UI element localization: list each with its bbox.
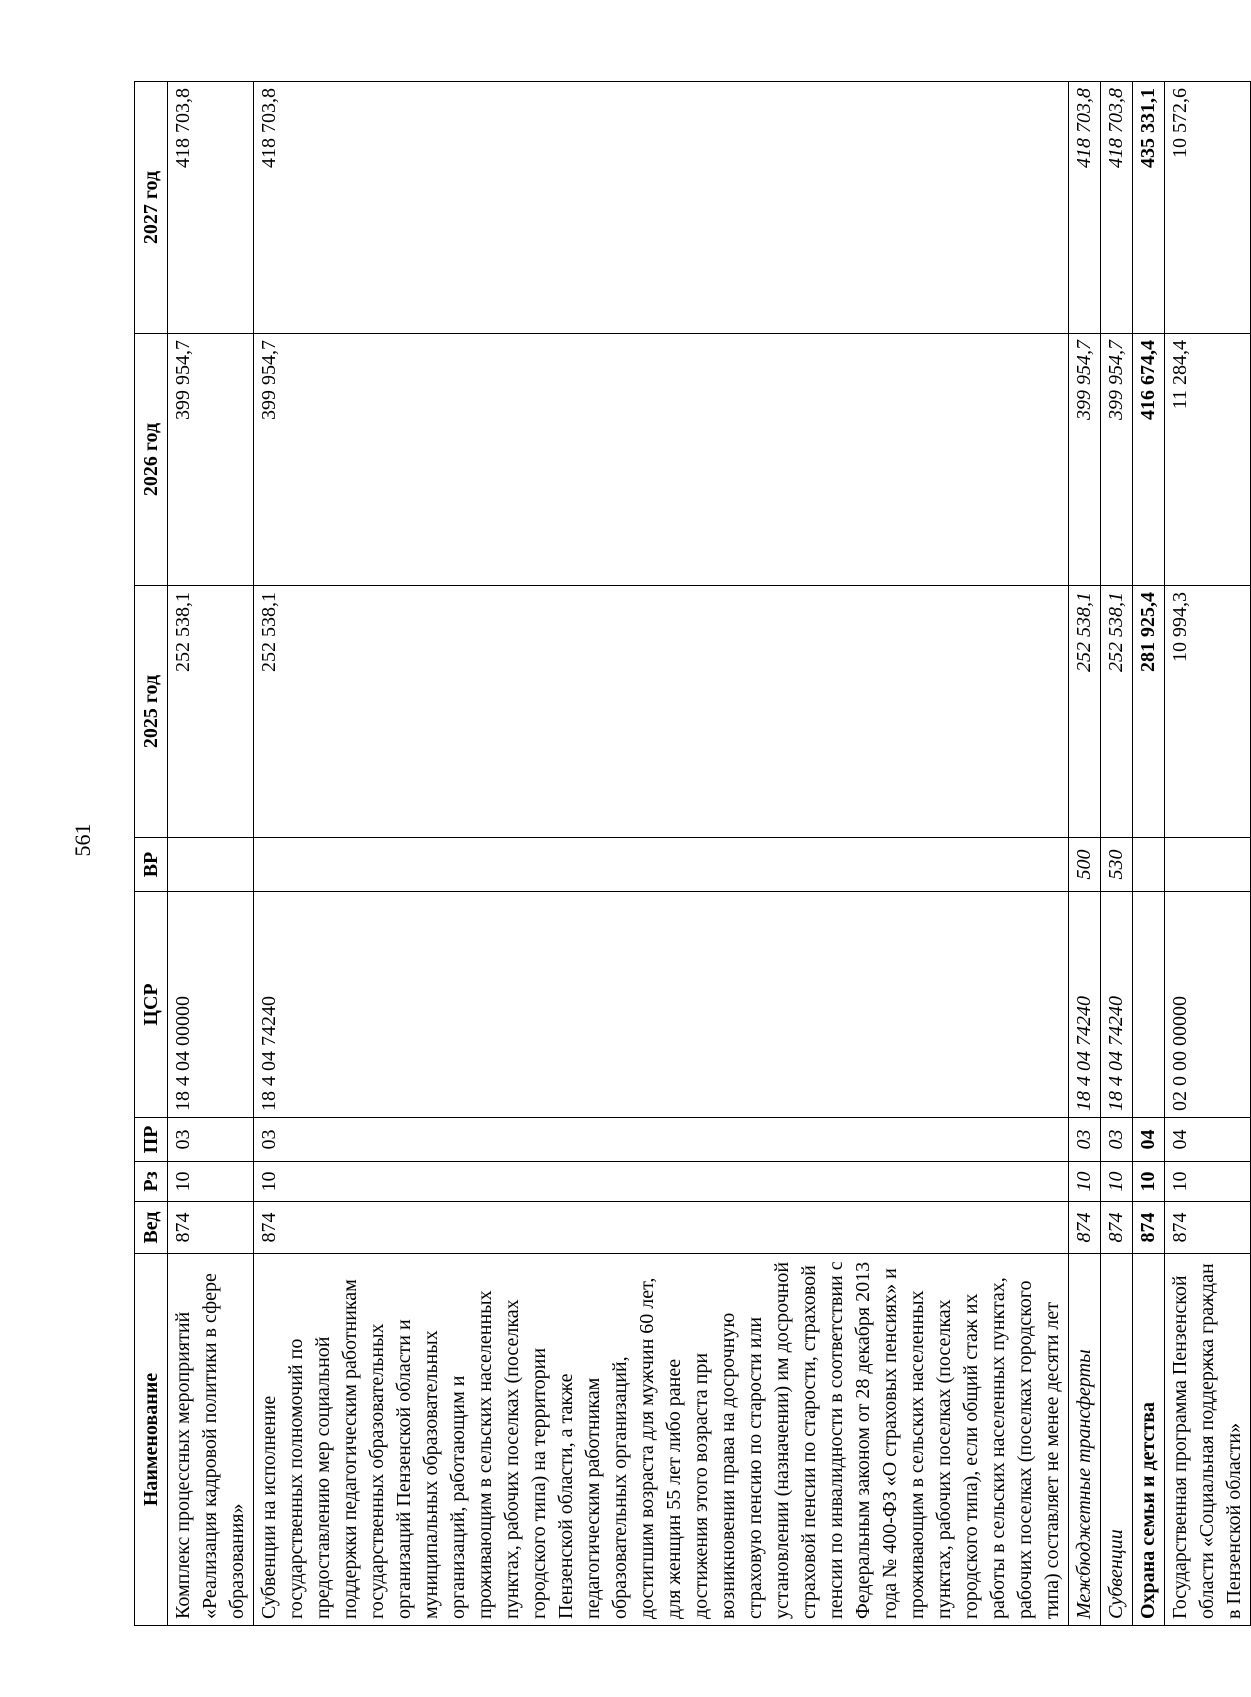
header-csr: ЦСР [135, 892, 168, 1118]
row-ved: 874 [1133, 1202, 1165, 1254]
row-name: Государственная программа Пензенской области «Социальная поддержка граждан в Пензенской области» [1165, 1254, 1251, 1626]
table-row [168, 82, 254, 1626]
row-2025: 10 994,3 [1165, 586, 1251, 838]
row-2026: 416 674,4 [1133, 334, 1165, 586]
row-2027: 418 703,8 [1101, 82, 1133, 334]
row-ved: 874 [1165, 1202, 1251, 1254]
row-ved: 874 [1069, 1202, 1101, 1254]
row-2027: 435 331,1 [1133, 82, 1165, 334]
row-csr: 18 4 04 00000 [168, 892, 254, 1118]
row-pr: 04 [1165, 1118, 1251, 1162]
row-csr: 18 4 04 74240 [254, 892, 1069, 1118]
row-csr: 18 4 04 74240 [1069, 892, 1101, 1118]
header-rz: Рз [135, 1162, 168, 1202]
table-row [1165, 82, 1251, 1626]
table-row [1133, 82, 1165, 1626]
row-vr [1165, 838, 1251, 892]
page-number: 561 [70, 823, 95, 857]
header-2027: 2027 год [135, 82, 168, 334]
row-name: Межбюджетные трансферты [1069, 1254, 1101, 1626]
row-pr: 04 [1133, 1118, 1165, 1162]
row-vr [168, 838, 254, 892]
row-2026: 399 954,7 [168, 334, 254, 586]
row-pr: 03 [168, 1118, 254, 1162]
row-vr [254, 838, 1069, 892]
row-name: Комплекс процессных мероприятий «Реализация кадровой политики в сфере образования» [168, 1254, 254, 1626]
row-rz: 10 [254, 1162, 1069, 1202]
row-rz: 10 [168, 1162, 254, 1202]
row-2027: 418 703,8 [254, 82, 1069, 334]
row-ved: 874 [254, 1202, 1069, 1254]
row-csr: 18 4 04 74240 [1101, 892, 1133, 1118]
header-2026: 2026 год [135, 334, 168, 586]
row-pr: 03 [1069, 1118, 1101, 1162]
header-vr: ВР [135, 838, 168, 892]
row-vr: 530 [1101, 838, 1133, 892]
table-header-row [135, 82, 168, 1626]
row-csr: 02 0 00 00000 [1165, 892, 1251, 1118]
budget-table [134, 81, 1251, 1626]
header-2025: 2025 год [135, 586, 168, 838]
row-ved: 874 [1101, 1202, 1133, 1254]
row-2025: 281 925,4 [1133, 586, 1165, 838]
row-pr: 03 [1101, 1118, 1133, 1162]
row-2025: 252 538,1 [1101, 586, 1133, 838]
row-pr: 03 [254, 1118, 1069, 1162]
table-row [254, 82, 1069, 1626]
row-vr [1133, 838, 1165, 892]
rotated-table-container [134, 82, 1245, 1626]
header-pr: ПР [135, 1118, 168, 1162]
row-2027: 418 703,8 [168, 82, 254, 334]
row-name: Охрана семьи и детства [1133, 1254, 1165, 1626]
table-row [1069, 82, 1101, 1626]
row-ved: 874 [168, 1202, 254, 1254]
row-2025: 252 538,1 [1069, 586, 1101, 838]
row-2025: 252 538,1 [168, 586, 254, 838]
row-rz: 10 [1133, 1162, 1165, 1202]
row-2025: 252 538,1 [254, 586, 1069, 838]
row-2027: 10 572,6 [1165, 82, 1251, 334]
table-row [1101, 82, 1133, 1626]
row-2026: 399 954,7 [1101, 334, 1133, 586]
row-2026: 399 954,7 [1069, 334, 1101, 586]
row-csr [1133, 892, 1165, 1118]
row-name: Субвенции [1101, 1254, 1133, 1626]
row-2027: 418 703,8 [1069, 82, 1101, 334]
row-rz: 10 [1101, 1162, 1133, 1202]
row-2026: 11 284,4 [1165, 334, 1251, 586]
row-vr: 500 [1069, 838, 1101, 892]
row-rz: 10 [1165, 1162, 1251, 1202]
header-name: Наименование [135, 1254, 168, 1626]
header-ved: Вед [135, 1202, 168, 1254]
row-name: Субвенции на исполнение государственных полномочий по предоставлению мер социальной поддержки педагогическим работникам государственных образовательных организаций Пензенской области и муниципальных образовательных организаций, работающим и проживающим в сельских населенных пунктах, рабочих поселках (поселках городского типа) на территории Пензенской области, а также педагогическим работникам образовательных организаций, достигшим возраста для мужчин 60 лет, для женщин 55 лет либо ранее достижения этого возраста при возникновении права на досрочную страховую пенсию по старости или установлении (назначении) им досрочной страховой пенсии по старости, страховой пенсии по инвалидности в соответствии с Федеральным законом от 28 декабря 2013 года № 400-ФЗ «О страховых пенсиях» и проживающим в сельских населенных пунктах, рабочих поселках (поселках городского типа), если общий стаж их работы в сельских населенных пунктах, рабочих поселках (поселках городского типа) составляет не менее десяти лет [254, 1254, 1069, 1626]
row-2026: 399 954,7 [254, 334, 1069, 586]
row-rz: 10 [1069, 1162, 1101, 1202]
